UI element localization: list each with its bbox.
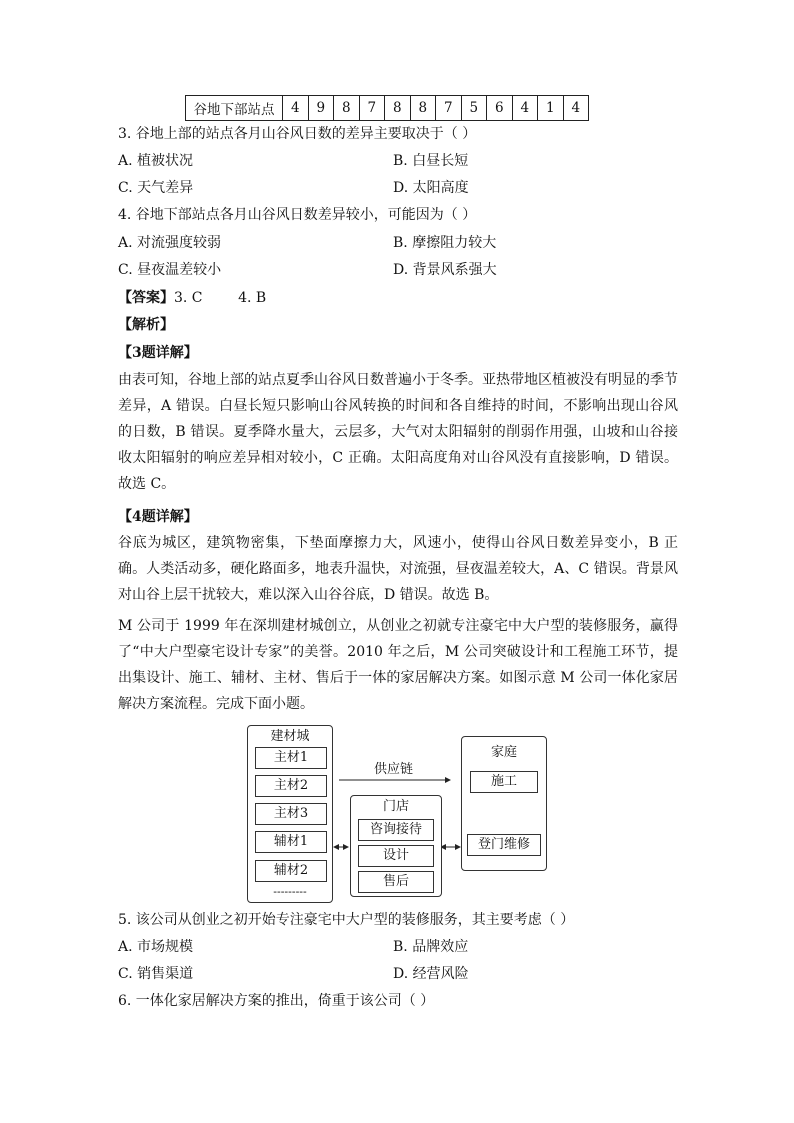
table-cell: 5 — [461, 96, 487, 121]
question-3-stem: 3. 谷地上部的站点各月山谷风日数的差异主要取决于（ ） — [118, 126, 477, 142]
store-title: 门店 — [382, 799, 409, 814]
question-5-option-b: B. 品牌效应 — [393, 939, 469, 955]
question-4-stem: 4. 谷地下部站点各月山谷风日数差异较小，可能因为（ ） — [118, 207, 477, 223]
intro-paragraph: M 公司于 1999 年在深圳建材城创立，从创业之初就专注豪宅中大户型的装修服务，赢得了“中大户型豪宅设计专家”的美誉。2010 年之后，M 公司突破设计和工程施工环节，提出集设计、施工、辅材、主材、售后于一体的家居解决方案。如图示意 M 公司一体化家居解决方案流程。完成下面小题。 — [118, 618, 678, 712]
store-box — [350, 795, 442, 897]
answer-line — [118, 288, 266, 308]
analysis-label: 【解析】 — [118, 317, 174, 333]
question-5-option-d: D. 经营风险 — [393, 966, 469, 982]
question-6-stem: 6. 一体化家居解决方案的推出，倚重于该公司（ ） — [118, 993, 435, 1009]
question-5-stem: 5. 该公司从创业之初开始专注豪宅中大户型的装修服务，其主要考虑（ ） — [118, 912, 575, 928]
building-materials-market-box — [247, 725, 333, 903]
market-item: 辅材2 — [255, 860, 327, 882]
table-cell: 8 — [334, 96, 360, 121]
table-cell: 9 — [308, 96, 334, 121]
home-title: 家庭 — [490, 745, 517, 760]
answer-label: 【答案】 — [118, 290, 174, 306]
table-cell: 8 — [410, 96, 436, 121]
question-5-option-c: C. 销售渠道 — [118, 966, 194, 982]
table-cell: 4 — [283, 96, 309, 121]
table-cell: 8 — [385, 96, 411, 121]
table-cell: 7 — [436, 96, 462, 121]
question-5-option-a: A. 市场规模 — [118, 939, 194, 955]
market-item: 主材2 — [255, 775, 327, 797]
home-item: 施工 — [470, 771, 538, 793]
table-cell: 4 — [512, 96, 538, 121]
flow-diagram — [247, 725, 547, 905]
table-cell: 1 — [538, 96, 564, 121]
market-item: 主材3 — [255, 803, 327, 825]
question-4-option-d: D. 背景风系强大 — [393, 262, 497, 278]
table-cell: 4 — [563, 96, 589, 121]
question-3-option-c: C. 天气差异 — [118, 180, 194, 196]
detail-4-label: 【4题详解】 — [118, 509, 198, 525]
detail-3-label: 【3题详解】 — [118, 345, 198, 361]
home-item: 登门维修 — [467, 834, 541, 856]
answer-text: 3. C 4. B — [174, 290, 267, 306]
table-row — [186, 96, 589, 121]
question-4-option-b: B. 摩擦阻力较大 — [393, 235, 497, 251]
home-box — [461, 736, 547, 871]
store-item: 售后 — [358, 871, 434, 893]
table-cell: 6 — [487, 96, 513, 121]
detail-3-text: 由表可知，谷地上部的站点夏季山谷风日数普遍小于冬季。亚热带地区植被没有明显的季节差异，A 错误。白昼长短只影响山谷风转换的时间和各自维持的时间，不影响出现山谷风的日数，B 错误。夏季降水量大，云层多，大气对太阳辐射的削弱作用强，山坡和山谷接收太阳辐射的响应差异相对较小，C 正确。太阳高度角对山谷风没有直接影响，D 错误。故选 C。 — [118, 372, 678, 492]
store-item: 咨询接待 — [358, 819, 434, 841]
question-3-option-a: A. 植被状况 — [118, 153, 194, 169]
market-title: 建材城 — [270, 729, 310, 744]
store-item: 设计 — [358, 845, 434, 867]
detail-4-text: 谷底为城区，建筑物密集，下垫面摩擦力大，风速小，使得山谷风日数差异变小，B 正确。人类活动多，硬化路面多，地表升温快，对流强，昼夜温差较大，A、C 错误。背景风对山谷上层干扰较大，难以深入山谷谷底，D 错误。故选 B。 — [118, 535, 678, 603]
market-more: --------- — [273, 885, 307, 898]
question-4-option-a: A. 对流强度较弱 — [118, 235, 222, 251]
market-item: 辅材1 — [255, 831, 327, 853]
market-item: 主材1 — [255, 747, 327, 769]
question-3-option-b: B. 白昼长短 — [393, 153, 469, 169]
question-3-option-d: D. 太阳高度 — [393, 180, 469, 196]
question-4-option-c: C. 昼夜温差较小 — [118, 262, 222, 278]
supply-chain-label: 供应链 — [374, 762, 414, 777]
table-row-label: 谷地下部站点 — [186, 96, 283, 121]
table-cell: 7 — [359, 96, 385, 121]
station-table — [185, 95, 589, 121]
